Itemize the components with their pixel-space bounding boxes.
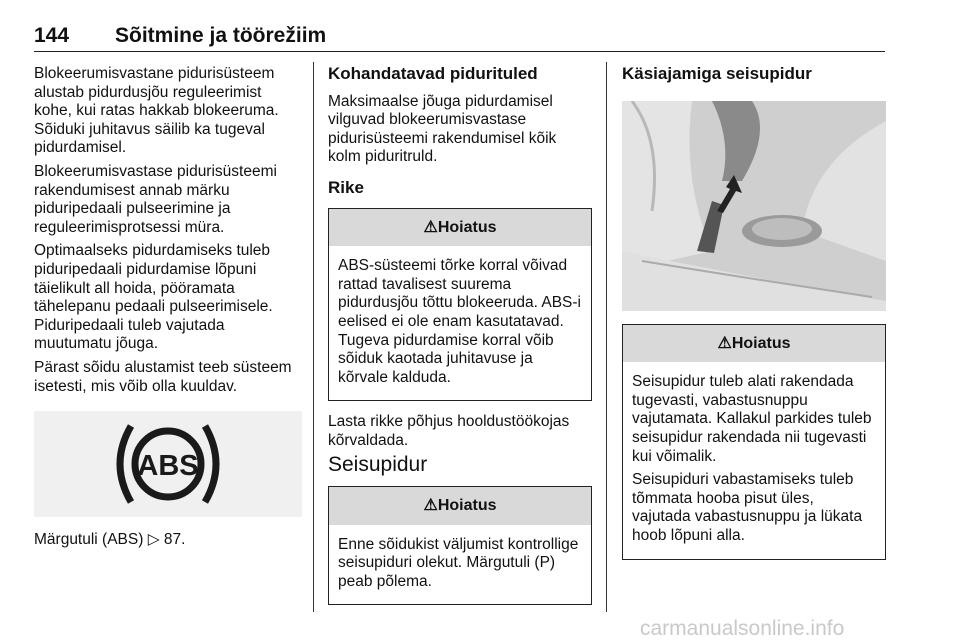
column-3 <box>622 65 886 572</box>
warning-triangle-icon: ⚠ <box>423 497 438 515</box>
section-heading: Kohandatavad piduritulеd <box>328 64 538 83</box>
paragraph: Maksimaalse jõuga pidurdamisel vilguvad blokeerumisvastase pidurisüsteemi rakendumisel kõik kolm piduritruld. <box>328 92 557 166</box>
paragraph: Blokeerumisvastase pidurisüsteemi rakendumisest annab märku piduripedaali pulseerimine ja reguleerimisprotsessi müra. <box>34 162 277 236</box>
page-number: 144 <box>34 24 70 47</box>
column-2 <box>328 65 592 617</box>
warning-box <box>328 486 592 605</box>
abs-warning-icon <box>34 411 302 517</box>
column-divider <box>606 62 607 612</box>
indicator-reference: Märgutuli (ABS) ▷ 87. <box>34 531 186 549</box>
warning-label: Hoiatus <box>437 218 497 236</box>
paragraph: Optimaalseks pidurdamiseks tuleb piduripedaali pidurdamise lõpuni täielikult all hoida, pööramata tähelepanu pedaali pulseerimisele. Piduripedaali tuleb vajutada muutumatu jõuga. <box>34 242 273 353</box>
warning-header <box>329 209 591 247</box>
warning-text <box>329 525 591 605</box>
warning-triangle-icon: ⚠ <box>717 334 732 352</box>
column-1 <box>34 65 302 555</box>
warning-triangle-icon: ⚠ <box>423 218 438 236</box>
paragraph: Blokeerumisvastane pidurisüsteem alustab pidurdusjõu reguleerimist kohe, kui ratas hakkab blokeeruma. Sõiduki juhitavus säilib ka tugeval pidurdamisel. <box>34 65 279 157</box>
warning-text <box>329 246 591 400</box>
warning-paragraph: ABS-süsteemi tõrke korral võivad rattad tavalisest suurema pidurdusjõu tõttu blokeeruda. ABS-i eelised ei ole enam kasutatavad. Tugeva pidurdamise korral võib sõiduk kaotada juhitavuse ja kõrvale kalduda. <box>338 257 581 386</box>
warning-paragraph: Enne sõidukist väljumist kontrollige seisupiduri olekut. Märgutuli (P) peab põlema. <box>338 535 579 590</box>
paragraph: Lasta rikke põhjus hooldustöökojas kõrvaldada. <box>328 413 570 449</box>
warning-label: Hoiatus <box>731 334 791 352</box>
section-heading: Käsiajamiga seisupidur <box>622 64 812 83</box>
abs-icon-label: ABS <box>137 450 199 483</box>
warning-paragraph: Seisupidur tuleb alati rakendada tugevasti, vabastusnuppu vajutamata. Kallakul parkides tuleb seisupidur rakendada nii tugevasti kui võimalik. <box>632 373 872 465</box>
warning-text <box>623 362 885 558</box>
watermark: carmanualsonline.info <box>640 617 845 640</box>
warning-box <box>622 324 886 560</box>
header-rule <box>34 51 885 52</box>
page-title: Sõitmine ja töörežiim <box>115 24 327 47</box>
paragraph: Pärast sõidu alustamist teeb süsteem isetesti, mis võib olla kuuldav. <box>34 358 292 395</box>
parking-brake-photo <box>622 101 886 311</box>
section-heading: Rike <box>328 177 364 197</box>
warning-box <box>328 208 592 402</box>
warning-header <box>329 487 591 525</box>
warning-header <box>623 325 885 363</box>
warning-paragraph: Seisupiduri vabastamiseks tuleb tõmmata hooba pisut üles, vajutada vabastusnuppu ja lükata hoob lõpuni alla. <box>632 471 863 544</box>
section-heading: Seisupidur <box>328 452 428 476</box>
warning-label: Hoiatus <box>437 497 497 515</box>
column-divider <box>313 62 314 612</box>
